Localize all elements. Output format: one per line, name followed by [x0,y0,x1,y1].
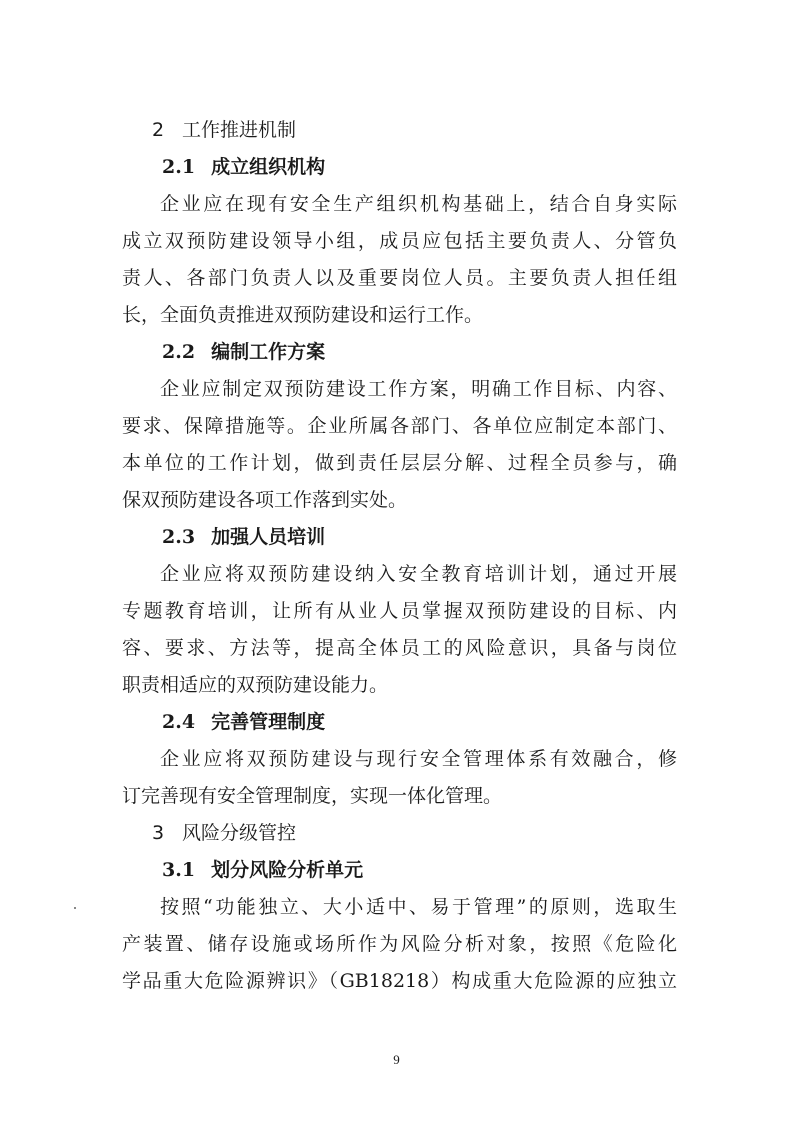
paragraph [122,371,677,519]
paragraph-line: 本单位的工作计划，做到责任层层分解、过程全员参与，确 [122,452,677,474]
paragraph-line: 容、要求、方法等，提高全体员工的风险意识，具备与岗位 [122,637,677,659]
paragraph-line: 专题教育培训，让所有从业人员掌握双预防建设的目标、内 [122,600,677,622]
paragraph-line: 企业应将双预防建设与现行安全管理体系有效融合，修 [160,748,677,770]
paragraph-line: 订完善现有安全管理制度，实现一体化管理。 [122,785,503,807]
heading-number: 3.1 [162,859,196,881]
subsection-heading [122,334,677,371]
paragraph-line: 企业应在现有安全生产组织机构基础上，结合自身实际 [160,193,677,215]
paragraph-line: 长，全面负责推进双预防建设和运行工作。 [122,304,484,326]
heading-title: 加强人员培训 [211,526,326,548]
paragraph [122,186,677,334]
document-body [122,112,677,1000]
heading-number: 2.1 [162,156,196,178]
heading-number: 2.4 [162,711,196,733]
paragraph-line: 责人、各部门负责人以及重要岗位人员。主要负责人担任组 [122,267,677,289]
paragraph-line: 成立双预防建设领导小组，成员应包括主要负责人、分管负 [122,230,677,252]
heading-number: 3 [152,822,165,844]
subsection-heading [122,149,677,186]
heading-title: 工作推进机制 [182,119,297,141]
subsection-heading [122,519,677,556]
heading-number: 2 [152,119,165,141]
scan-mark [74,907,76,909]
heading-title: 完善管理制度 [211,711,326,733]
paragraph-line: 保双预防建设各项工作落到实处。 [122,489,408,511]
paragraph-line: 要求、保障措施等。企业所属各部门、各单位应制定本部门、 [122,415,677,437]
heading-number: 2.2 [162,341,196,363]
heading-title: 风险分级管控 [182,822,297,844]
paragraph-line: 职责相适应的双预防建设能力。 [122,674,389,696]
paragraph [122,556,677,704]
page-number: 9 [393,1052,400,1067]
section-heading [122,112,677,149]
paragraph-line: 企业应将双预防建设纳入安全教育培训计划，通过开展 [160,563,677,585]
subsection-heading [122,852,677,889]
heading-title: 编制工作方案 [211,341,326,363]
heading-number: 2.3 [162,526,196,548]
paragraph-line: 企业应制定双预防建设工作方案，明确工作目标、内容、 [160,378,677,400]
paragraph [122,741,677,815]
paragraph-line: 产装置、储存设施或场所作为风险分析对象，按照《危险化 [122,933,677,955]
heading-title: 成立组织机构 [211,156,326,178]
paragraph-line: 按照“功能独立、大小适中、易于管理”的原则，选取生 [160,896,677,918]
heading-title: 划分风险分析单元 [211,859,364,881]
subsection-heading [122,704,677,741]
paragraph [122,889,677,1000]
section-heading [122,815,677,852]
paragraph-line: 学品重大危险源辨识》（GB18218）构成重大危险源的应独立 [122,970,677,992]
